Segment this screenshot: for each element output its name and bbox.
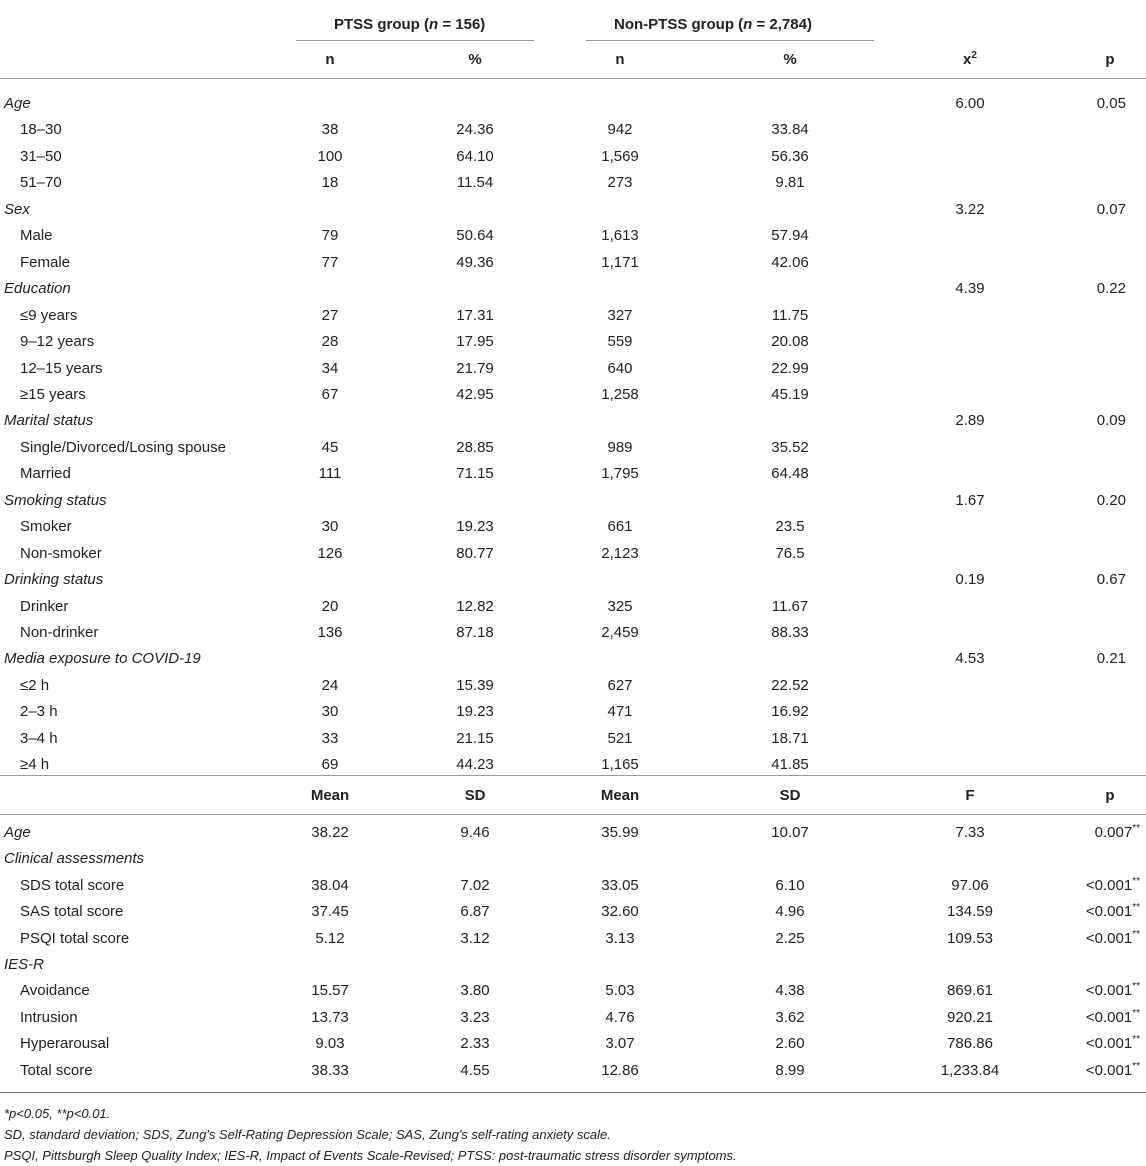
cell-non-ptss-percent: 45.19 [771,385,809,403]
cell-non-ptss-n: 2,459 [601,624,639,641]
section-label: Media exposure to COVID-19 [4,650,201,668]
row-label: 3–4 h [20,729,58,747]
cell-non-ptss-n: 627 [607,676,633,694]
cell-ptss-n: 67 [321,385,339,403]
cell-chi-square: 2.89 [955,412,985,430]
group-title-ptss [334,16,485,34]
cell-non-ptss-sd: 4.38 [775,982,805,1000]
cell-ptss-percent: 21.79 [456,359,494,377]
cell-non-ptss-percent: 11.75 [771,306,809,324]
cell-non-ptss-n: 325 [607,597,633,615]
section-label: IES-R [4,955,45,973]
cell-non-ptss-n: 1,258 [601,385,639,403]
cell-non-ptss-percent: 33.84 [771,121,809,139]
cell-ptss-n: 24 [321,676,339,694]
col-header-sd: SD [464,786,486,804]
cell-non-ptss-sd: 10.07 [771,823,809,841]
row-label: 51–70 [20,174,62,192]
cell-ptss-mean: 38.22 [311,823,349,841]
cell-ptss-percent: 80.77 [456,544,494,562]
cell-ptss-sd: 2.33 [460,1035,490,1053]
cell-chi-square: 4.53 [955,650,985,668]
significance-marker: ** [1132,875,1140,887]
chi-square-superscript: 2 [971,50,977,61]
cell-non-ptss-percent: 18.71 [771,729,809,747]
row-label: ≤9 years [20,306,78,324]
col-header-n: n [615,51,625,68]
cell-ptss-percent: 17.95 [456,333,494,351]
cell-non-ptss-percent: 64.48 [771,465,809,483]
cell-p-value: <0.001** [1085,1060,1140,1079]
cell-ptss-percent: 21.15 [456,729,494,747]
cell-non-ptss-n: 471 [607,703,633,721]
cell-ptss-sd: 9.46 [460,823,490,841]
cell-p-value: <0.001** [1085,875,1140,894]
col-header-mean: Mean [600,786,640,804]
row-label: ≥4 h [20,756,50,774]
section-label: Education [4,280,71,298]
significance-marker: ** [1132,928,1140,940]
cell-non-ptss-sd: 2.25 [775,929,805,947]
row-label: Non-drinker [20,624,99,641]
significance-marker: ** [1132,1060,1140,1072]
cell-ptss-n: 28 [321,333,339,351]
cell-ptss-mean: 15.57 [311,982,349,1000]
cell-ptss-n: 79 [321,227,339,245]
cell-ptss-percent: 19.23 [456,518,494,536]
row-label: Avoidance [20,982,90,1000]
cell-ptss-percent: 15.39 [456,676,494,694]
cell-ptss-n: 136 [317,624,343,641]
cell-p-value: 0.22 [1096,280,1126,298]
col-header-p: p [1105,51,1115,68]
cell-ptss-sd: 7.02 [460,876,490,894]
significance-marker: ** [1132,822,1140,834]
cell-non-ptss-mean: 3.07 [605,1035,635,1053]
cell-non-ptss-percent: 9.81 [775,174,805,192]
col-header-percent: % [468,51,482,68]
cell-ptss-percent: 50.64 [456,227,494,245]
cell-ptss-mean: 5.12 [315,929,345,947]
cell-non-ptss-percent: 22.52 [771,676,809,694]
cell-non-ptss-sd: 4.96 [775,903,805,921]
cell-p-value: 0.07 [1096,200,1126,218]
row-label: Male [20,227,53,245]
cell-chi-square: 3.22 [955,200,985,218]
cell-ptss-n: 69 [321,756,339,774]
cell-ptss-n: 45 [321,438,339,456]
cell-ptss-percent: 24.36 [456,121,494,139]
cell-ptss-sd: 3.12 [460,929,490,947]
cell-non-ptss-n: 273 [607,174,633,192]
cell-ptss-n: 20 [321,597,339,615]
cell-non-ptss-n: 640 [607,359,633,377]
cell-non-ptss-sd: 3.62 [775,1008,805,1026]
row-label: 12–15 years [20,359,103,377]
cell-p-value: 0.67 [1096,571,1126,589]
cell-non-ptss-mean: 5.03 [605,982,635,1000]
section-label: Age [4,823,31,841]
cell-ptss-percent: 64.10 [456,147,494,165]
row-label: Total score [20,1061,93,1079]
row-label: PSQI total score [20,929,130,947]
row-label: 31–50 [20,147,62,165]
cell-ptss-n: 77 [321,253,339,271]
cell-f-value: 920.21 [947,1008,993,1026]
cell-f-value: 7.33 [955,823,985,841]
col-header-sd: SD [779,786,801,804]
cell-non-ptss-n: 2,123 [601,544,639,562]
cell-non-ptss-n: 989 [607,438,633,456]
cell-non-ptss-sd: 2.60 [775,1035,805,1053]
col-header-n: n [325,51,335,68]
cell-chi-square: 6.00 [955,95,985,112]
cell-ptss-sd: 6.87 [460,903,490,921]
cell-non-ptss-n: 1,613 [601,227,639,245]
cell-ptss-n: 126 [317,544,343,562]
cell-ptss-mean: 13.73 [311,1008,349,1026]
cell-non-ptss-percent: 56.36 [771,147,809,165]
cell-non-ptss-percent: 16.92 [771,703,809,721]
col-header-p-2: p [1105,786,1115,804]
cell-non-ptss-mean: 35.99 [601,823,639,841]
group2-title-pre: Non-PTSS group ( [614,16,744,33]
cell-non-ptss-n: 661 [607,518,633,536]
cell-non-ptss-mean: 32.60 [601,903,639,921]
row-label: Intrusion [20,1008,78,1026]
group2-underline [586,40,874,41]
significance-marker: ** [1132,1007,1140,1019]
cell-chi-square: 4.39 [955,280,985,298]
cell-non-ptss-percent: 88.33 [771,624,809,641]
row-label: Non-smoker [20,544,102,562]
cell-non-ptss-n: 942 [607,121,633,139]
cell-non-ptss-percent: 42.06 [771,253,809,271]
cell-ptss-percent: 11.54 [456,174,494,192]
table-bottom-rule [0,1092,1146,1093]
cell-non-ptss-percent: 20.08 [771,333,809,351]
cell-non-ptss-percent: 22.99 [771,359,809,377]
row-label: SDS total score [20,876,125,894]
section-label: Drinking status [4,571,104,589]
cell-non-ptss-percent: 23.5 [775,518,805,536]
cell-p-value: 0.007** [1094,822,1140,841]
cell-f-value: 1,233.84 [940,1061,1000,1079]
section-label: Sex [4,200,30,218]
group1-title-post: = 156) [438,16,486,33]
row-label: Smoker [20,518,72,536]
cell-f-value: 786.86 [947,1035,993,1053]
row-label: SAS total score [20,903,124,921]
col-header-chi-square: $x^2$ [963,50,977,68]
significance-marker: ** [1132,1034,1140,1046]
cell-non-ptss-mean: 12.86 [601,1061,639,1079]
group2-title-n: n [743,16,753,33]
cell-non-ptss-n: 521 [607,729,633,747]
cell-ptss-n: 111 [318,465,342,483]
cell-ptss-mean: 37.45 [311,903,349,921]
cell-ptss-percent: 44.23 [456,756,494,774]
cell-ptss-percent: 28.85 [456,438,494,456]
cell-p-value: <0.001** [1085,1034,1140,1053]
row-label: ≤2 h [20,676,50,694]
cell-f-value: 109.53 [947,929,993,947]
cell-ptss-sd: 3.80 [460,982,490,1000]
cell-chi-square: 1.67 [955,491,985,509]
col-header-mean: Mean [310,786,350,804]
cell-non-ptss-mean: 33.05 [601,876,639,894]
cell-p-value: <0.001** [1085,981,1140,1000]
group2-title-post: = 2,784) [752,16,812,33]
section-label: Smoking status [4,491,107,509]
cell-ptss-sd: 4.55 [460,1061,490,1079]
cell-ptss-n: 18 [321,174,339,192]
row-label: Female [20,253,71,271]
cell-p-value: <0.001** [1085,1007,1140,1026]
footnote-abbreviations-2: PSQI, Pittsburgh Sleep Quality Index; IES-R, Impact of Events Scale-Revised; PTSS: post-traumatic stress disorder symptoms. [4,1148,737,1163]
cell-non-ptss-mean: 3.13 [605,929,635,947]
cell-p-value: 0.05 [1096,95,1126,112]
cell-non-ptss-sd: 6.10 [775,876,805,894]
footnote-abbreviations-1: SD, standard deviation; SDS, Zung's Self-Rating Depression Scale; SAS, Zung's self-rating anxiety scale. [4,1127,611,1142]
section-label: Clinical assessments [4,850,145,868]
cell-non-ptss-percent: 41.85 [771,756,809,774]
cell-ptss-n: 30 [321,703,339,721]
cell-ptss-percent: 19.23 [456,703,494,721]
cell-ptss-percent: 49.36 [456,253,494,271]
cell-f-value: 134.59 [947,903,993,921]
cell-f-value: 97.06 [951,876,989,894]
cell-ptss-percent: 87.18 [456,624,494,641]
cell-ptss-n: 30 [321,518,339,536]
cell-ptss-percent: 17.31 [456,306,494,324]
footnote-significance: *p<0.05, **p<0.01. [4,1106,111,1121]
row-label: Drinker [20,597,69,615]
cell-non-ptss-mean: 4.76 [605,1008,635,1026]
cell-p-value: 0.21 [1096,650,1126,668]
row-label: Single/Divorced/Losing spouse [20,438,226,456]
cell-chi-square: 0.19 [955,571,985,589]
cell-ptss-n: 34 [321,359,339,377]
group1-underline [296,40,534,41]
cell-ptss-n: 100 [317,147,343,165]
cell-ptss-percent: 42.95 [456,385,494,403]
cell-non-ptss-percent: 11.67 [771,597,809,615]
row-label: Married [20,465,71,483]
cell-ptss-percent: 12.82 [456,597,494,615]
col-header-percent: % [783,51,797,68]
cell-p-value: 0.09 [1096,412,1126,430]
row-label: Hyperarousal [20,1035,110,1053]
cell-non-ptss-n: 1,165 [601,756,639,774]
row-label: ≥15 years [20,385,86,403]
col-header-f: F [965,786,975,804]
cell-non-ptss-percent: 35.52 [771,438,809,456]
group1-title-pre: PTSS group ( [334,16,429,33]
cell-ptss-n: 33 [321,729,339,747]
row-label: 2–3 h [20,703,58,721]
cell-ptss-n: 27 [321,306,339,324]
section-divider [0,775,1146,776]
cell-ptss-n: 38 [321,121,339,139]
cell-ptss-mean: 38.04 [311,876,349,894]
cell-non-ptss-percent: 57.94 [771,227,809,245]
cell-f-value: 869.61 [947,982,993,1000]
cell-non-ptss-n: 559 [607,333,633,351]
cell-ptss-percent: 71.15 [456,465,494,483]
cell-p-value: <0.001** [1085,902,1140,921]
cell-ptss-mean: 38.33 [311,1061,349,1079]
cell-non-ptss-n: 1,795 [601,465,639,483]
significance-marker: ** [1132,902,1140,914]
section-label: Marital status [4,412,94,430]
cell-p-value: 0.20 [1096,491,1126,509]
cell-non-ptss-n: 327 [607,306,633,324]
cell-non-ptss-percent: 76.5 [775,544,805,562]
cell-p-value: <0.001** [1085,928,1140,947]
header-divider-2 [0,814,1146,815]
section-label: Age [4,95,31,112]
cell-non-ptss-n: 1,171 [601,253,639,271]
cell-ptss-sd: 3.23 [460,1008,490,1026]
header-divider [0,78,1146,79]
group-title-non-ptss [614,16,812,34]
significance-marker: ** [1132,981,1140,993]
cell-non-ptss-sd: 8.99 [775,1061,805,1079]
group1-title-n: n [429,16,439,33]
cell-non-ptss-n: 1,569 [601,147,639,165]
row-label: 9–12 years [20,333,95,351]
cell-ptss-mean: 9.03 [315,1035,345,1053]
row-label: 18–30 [20,121,62,139]
